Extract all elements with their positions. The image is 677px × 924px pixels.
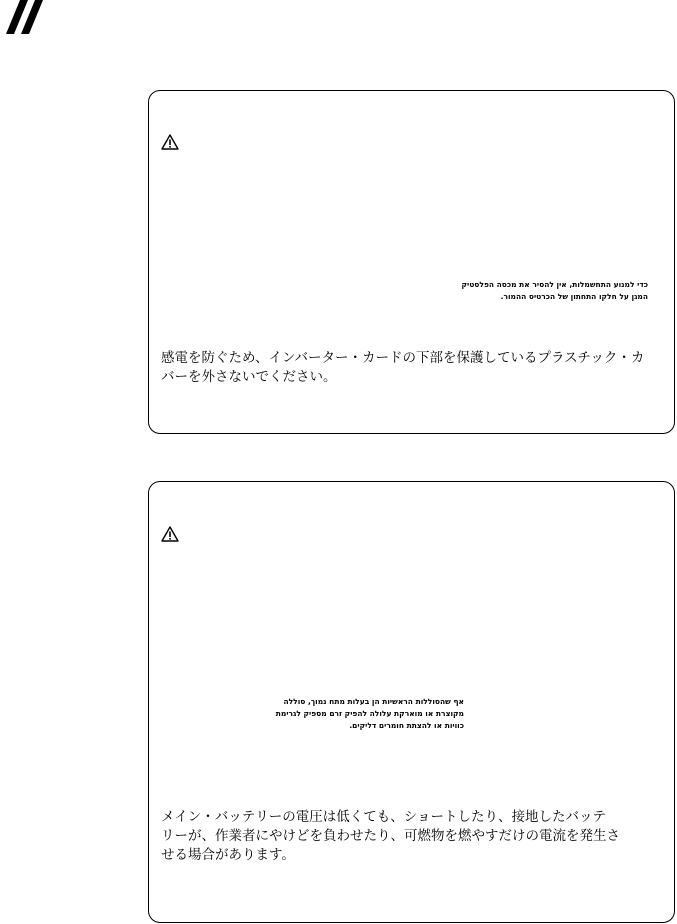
text-line: כדי למנוע התחשמלות, אין להסיר את מכסה הפלסטיק bbox=[461, 280, 648, 289]
warning-triangle-icon bbox=[161, 134, 179, 150]
text-line: 感電を防ぐため、インバーター・カードの下部を保護しているプラスチック・カ bbox=[161, 350, 645, 366]
text-line: メイン・バッテリーの電圧は低くても、ショートしたり、接地したバッテ bbox=[161, 809, 606, 825]
text-line: せる場合があります。 bbox=[161, 847, 295, 863]
notice-box bbox=[148, 481, 675, 923]
text-line: リーが、作業者にやけどを負わせたり、可燃物を燃やすだけの電流を発生さ bbox=[161, 828, 620, 844]
warning-triangle-icon bbox=[161, 526, 179, 542]
japanese-warning-text bbox=[161, 808, 641, 865]
text-line: אף שהסוללות הראשיות הן בעלות מתח נמוך, סוללה bbox=[283, 697, 464, 706]
hebrew-warning-text bbox=[388, 279, 648, 303]
text-line: המגן על חלקו התחתון של הכרטיס ההמור. bbox=[500, 292, 648, 301]
notice-box bbox=[148, 90, 675, 434]
text-line: バーを外さないでください。 bbox=[161, 369, 337, 385]
text-line: מקוצרת או מוארקת עלולה להפיק זרם מספיק לגרימת bbox=[275, 709, 464, 718]
japanese-warning-text bbox=[161, 349, 671, 387]
hebrew-warning-text bbox=[264, 696, 464, 732]
double-slash-logo bbox=[6, 0, 46, 34]
text-line: כוויות או להצתת חומרים דליקים. bbox=[349, 721, 464, 730]
